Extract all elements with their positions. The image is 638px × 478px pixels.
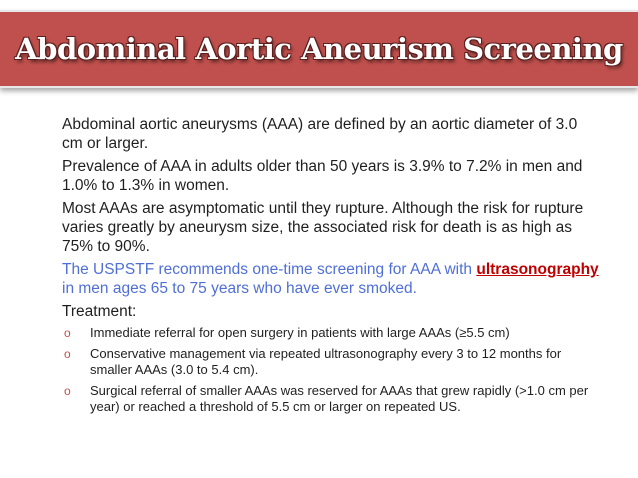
sub-bullet-icon: o	[64, 384, 71, 398]
sub-bullet-icon: o	[64, 347, 71, 361]
slide-title: Abdominal Aortic Aneurism Screening	[15, 32, 623, 66]
bullet-treatment	[30, 302, 600, 321]
title-bar	[0, 10, 638, 88]
treatment-item-text: Surgical referral of smaller AAAs was reserved for AAAs that grew rapidly (>1.0 cm per year) or reached a threshold of 5.5 cm or larger on repeated US.	[90, 383, 589, 414]
treatment-item-text: Immediate referral for open surgery in patients with large AAAs (≥5.5 cm)	[90, 325, 510, 340]
bullet-text: Prevalence of AAA in adults older than 50 years is 3.9% to 7.2% in men and 1.0% to 1.3% in women.	[62, 158, 583, 194]
bullet-aaa-definition	[30, 115, 600, 153]
bullet-asymptomatic	[30, 199, 600, 256]
sub-bullet-icon: o	[64, 326, 71, 340]
treatment-item-open-surgery	[30, 325, 600, 341]
treatment-item-text: Conservative management via repeated ultrasonography every 3 to 12 months for smaller AAAs (3.0 to 5.4 cm).	[90, 346, 562, 377]
uspstf-text-before: The USPSTF recommends one-time screening for AAA with	[62, 261, 473, 278]
treatment-item-conservative	[30, 346, 600, 378]
ultrasonography-highlight: ultrasonography	[476, 261, 599, 278]
bullet-text: Abdominal aortic aneurysms (AAA) are defined by an aortic diameter of 3.0 cm or larger.	[62, 116, 578, 152]
slide-content	[30, 115, 600, 420]
bullet-prevalence	[30, 157, 600, 195]
treatment-item-surgical-referral	[30, 383, 600, 415]
uspstf-text-after: in men ages 65 to 75 years who have ever smoked.	[62, 280, 417, 297]
bullet-uspstf-recommendation	[30, 260, 600, 298]
bullet-text: Most AAAs are asymptomatic until they rupture. Although the risk for rupture varies greatly by aneurysm size, the associated risk for death is as high as 75% to 90%.	[62, 200, 584, 255]
treatment-label: Treatment:	[62, 303, 137, 320]
